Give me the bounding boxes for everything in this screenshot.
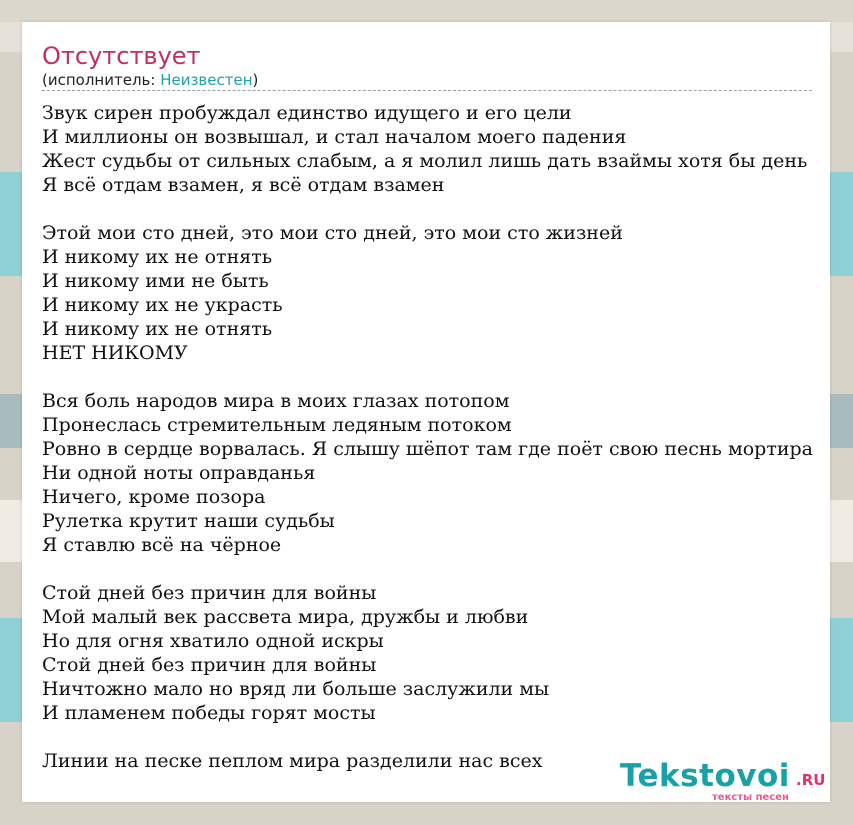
lyric-line: Я всё отдам взамен, я всё отдам взамен (42, 174, 445, 196)
logo-name: Tekstovoi (620, 758, 790, 794)
lyric-line: И миллионы он возвышал, и стал началом моего падения (42, 126, 627, 148)
stanza-break (42, 725, 852, 749)
artist-prefix: (исполнитель: (42, 71, 161, 89)
lyric-line: Стой дней без причин для войны (42, 582, 377, 604)
lyric-line: Но для огня хватило одной искры (42, 630, 384, 652)
lyric-line: Ничтожно мало но вряд ли больше заслужили мы (42, 678, 550, 700)
lyric-line: Пронеслась стремительным ледяным потоком (42, 414, 512, 436)
lyric-line: Я ставлю всё на чёрное (42, 534, 282, 556)
lyric-line: Линии на песке пеплом мира разделили нас всех (42, 750, 543, 772)
stanza-break (42, 557, 852, 581)
lyric-line: Жест судьбы от сильных слабым, а я молил лишь дать взаймы хотя бы день (42, 150, 808, 172)
song-title: Отсутствует (42, 42, 201, 70)
lyric-line: Звук сирен пробуждал единство идущего и его цели (42, 102, 572, 124)
lyric-line: Ничего, кроме позора (42, 486, 266, 508)
stanza-break (42, 365, 852, 389)
lyric-line: Ни одной ноты оправданья (42, 462, 316, 484)
artist-line (42, 71, 258, 89)
lyric-line: Вся боль народов мира в моих глазах потопом (42, 390, 510, 412)
lyrics-text (42, 101, 852, 773)
lyric-line: Рулетка крутит наши судьбы (42, 510, 335, 532)
lyric-line: Ровно в сердце ворвалась. Я слышу шёпот там где поёт свою песнь мортира (42, 438, 813, 460)
lyric-line: Стой дней без причин для войны (42, 654, 377, 676)
site-logo[interactable] (620, 758, 825, 804)
logo-tld: .RU (796, 771, 826, 789)
lyric-line: И никому ими не быть (42, 270, 269, 292)
stanza-break (42, 197, 852, 221)
lyrics-card (22, 22, 830, 802)
background-stripe (0, 0, 853, 22)
lyric-line: И пламенем победы горят мосты (42, 702, 376, 724)
lyric-line: НЕТ НИКОМУ (42, 342, 188, 364)
lyric-line: И никому их не отнять (42, 246, 273, 268)
lyric-line: Мой малый век рассвета мира, дружбы и любви (42, 606, 529, 628)
title-divider (42, 90, 812, 91)
artist-suffix: ) (252, 71, 259, 89)
lyric-line: И никому их не отнять (42, 318, 273, 340)
lyric-line: Этой мои сто дней, это мои сто дней, это мои сто жизней (42, 222, 623, 244)
artist-link[interactable]: Неизвестен (160, 71, 253, 89)
lyric-line: И никому их не украсть (42, 294, 283, 316)
logo-tagline: тексты песен (712, 792, 789, 803)
